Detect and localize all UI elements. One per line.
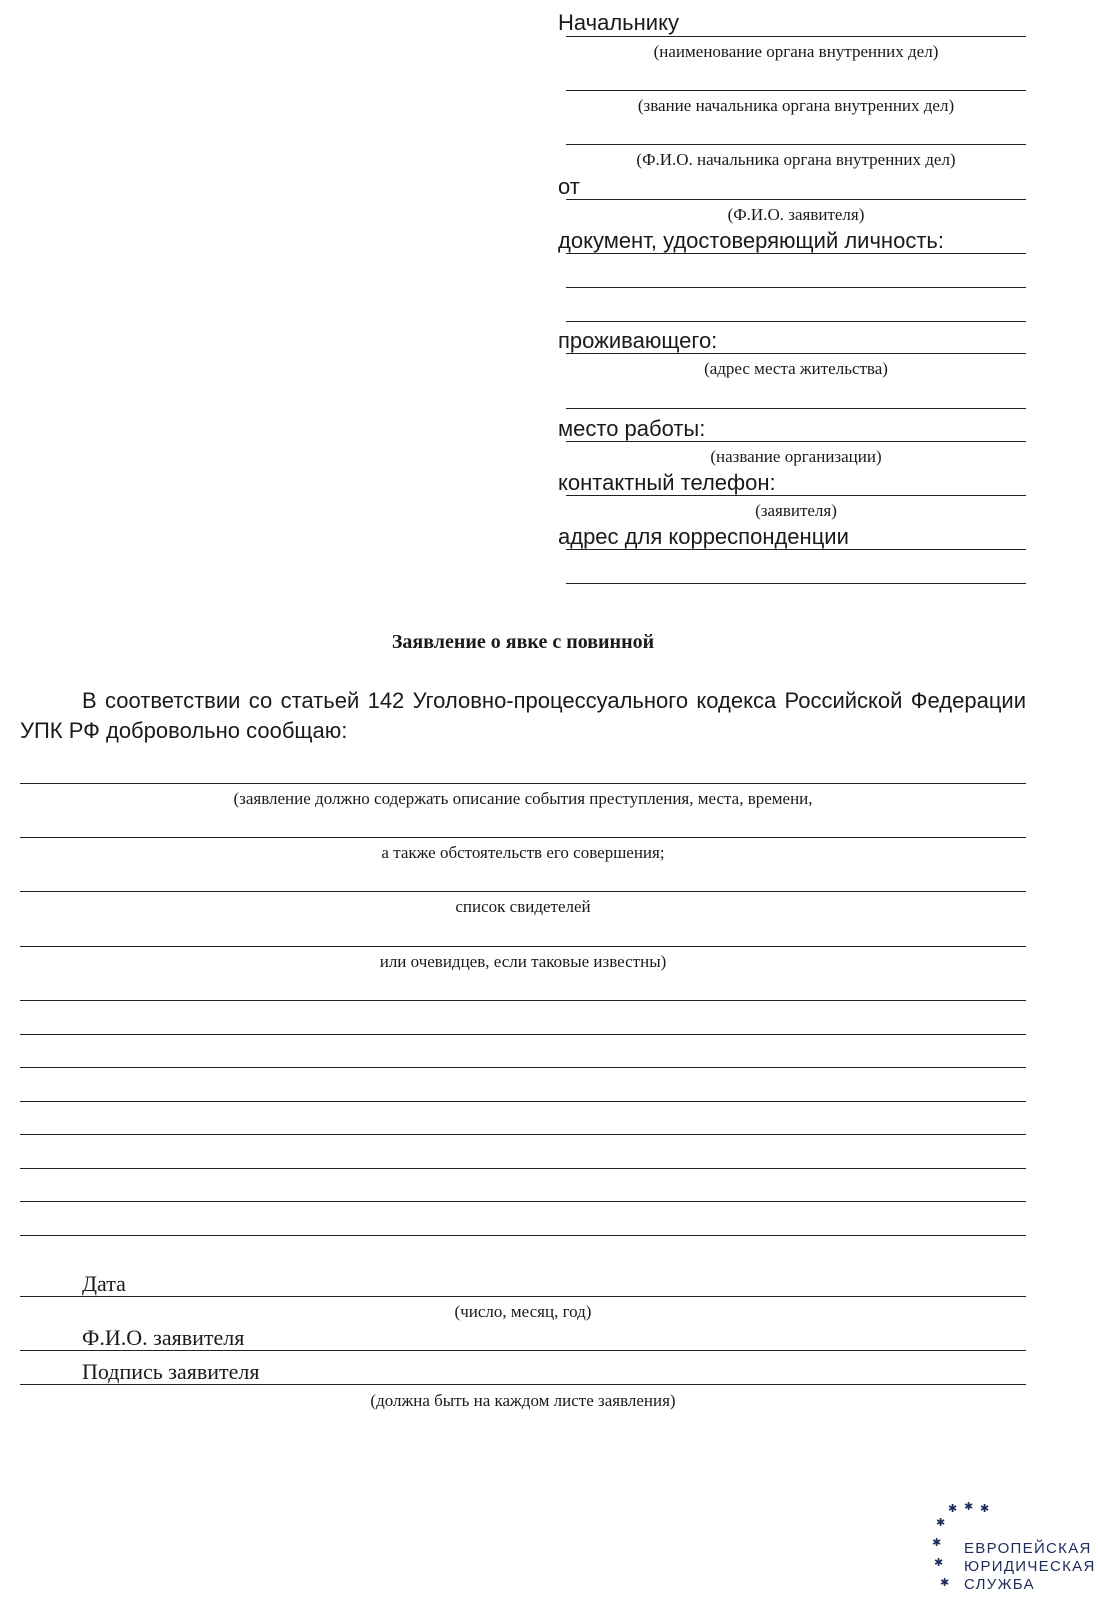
statement-line — [20, 1235, 1026, 1236]
statement-caption: список свидетелей — [455, 897, 591, 916]
date-caption: (число, месяц, год) — [454, 1302, 592, 1321]
phone-line — [566, 495, 1026, 496]
id-document-line-2 — [566, 287, 1026, 288]
statement-line — [20, 891, 1026, 892]
document-title: Заявление о явке с повинной — [391, 631, 655, 653]
applicant-name-line — [566, 199, 1026, 200]
applicant-name-sign-line — [20, 1350, 1026, 1351]
to-chief-label: Начальнику — [558, 10, 679, 35]
mail-address-label: адрес для корреспонденции — [558, 524, 849, 549]
id-document-line-3 — [566, 321, 1026, 322]
chief-name-line — [566, 144, 1026, 145]
applicant-name-caption: (Ф.И.О. заявителя) — [727, 205, 865, 224]
date-line — [20, 1296, 1026, 1297]
statement-line — [20, 1067, 1026, 1068]
mail-address-line-2 — [566, 583, 1026, 584]
statement-line — [20, 946, 1026, 947]
id-document-label: документ, удостоверяющий личность: — [558, 228, 944, 253]
org-caption: (наименование органа внутренних дел) — [653, 42, 939, 61]
statement-line — [20, 1101, 1026, 1102]
statement-line — [20, 1168, 1026, 1169]
signature-caption: (должна быть на каждом листе заявления) — [370, 1391, 676, 1410]
address-line-1 — [566, 353, 1026, 354]
statement-line — [20, 783, 1026, 784]
residing-label: проживающего: — [558, 328, 718, 353]
signature-label: Подпись заявителя — [82, 1359, 260, 1384]
svg-text:✱: ✱ — [932, 1536, 942, 1549]
european-legal-service-logo — [934, 1500, 1094, 1604]
rank-caption: (звание начальника органа внутренних дел) — [637, 96, 955, 115]
address-caption: (адрес места жительства) — [704, 359, 888, 378]
statement-caption: а также обстоятельств его совершения; — [381, 843, 665, 862]
from-label: от — [558, 174, 580, 199]
chief-org-line — [566, 36, 1026, 37]
svg-text:✱: ✱ — [940, 1576, 950, 1589]
workplace-label: место работы: — [558, 416, 706, 441]
signature-line — [20, 1384, 1026, 1385]
intro-paragraph: В соответствии со статьей 142 Уголовно-процессуального кодекса Российской Федерации УПК РФ добровольно сообщаю: — [20, 688, 1026, 743]
svg-text:✱: ✱ — [936, 1516, 946, 1529]
svg-text:✱: ✱ — [934, 1556, 944, 1569]
mail-address-line-1 — [566, 549, 1026, 550]
statement-caption: или очевидцев, если таковые известны) — [379, 952, 667, 971]
phone-caption: (заявителя) — [755, 501, 837, 520]
applicant-name-sign-label: Ф.И.О. заявителя — [82, 1325, 245, 1350]
date-label: Дата — [82, 1271, 126, 1296]
chief-rank-line — [566, 90, 1026, 91]
chief-name-caption: (Ф.И.О. начальника органа внутренних дел) — [636, 150, 956, 169]
address-line-2 — [566, 408, 1026, 409]
id-document-line-1 — [566, 253, 1026, 254]
statement-line — [20, 1000, 1026, 1001]
svg-text:✱: ✱ — [964, 1500, 974, 1513]
svg-text:✱: ✱ — [980, 1502, 990, 1515]
statement-line — [20, 1201, 1026, 1202]
statement-line — [20, 1034, 1026, 1035]
logo-line-2: ЮРИДИЧЕСКАЯ — [964, 1558, 1096, 1575]
statement-line — [20, 1134, 1026, 1135]
svg-text:✱: ✱ — [948, 1502, 958, 1515]
statement-line — [20, 837, 1026, 838]
logo-line-3: СЛУЖБА — [964, 1576, 1035, 1593]
statement-caption: (заявление должно содержать описание события преступления, места, времени, — [233, 789, 813, 808]
phone-label: контактный телефон: — [558, 470, 776, 495]
workplace-line — [566, 441, 1026, 442]
workplace-caption: (название организации) — [710, 447, 882, 466]
logo-line-1: ЕВРОПЕЙСКАЯ — [964, 1540, 1092, 1557]
